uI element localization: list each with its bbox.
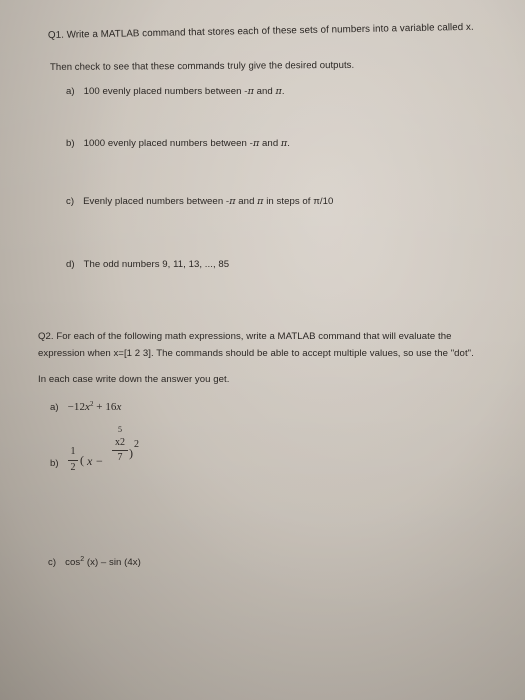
fraction-numerator: x2 bbox=[115, 437, 125, 448]
math-minus: − bbox=[96, 454, 103, 468]
math-open-paren: ( bbox=[80, 453, 85, 467]
q1-item-d: d) The odd numbers 9, 11, 13, ..., 85 bbox=[66, 259, 230, 270]
q2-line-3: In each case write down the answer you get. bbox=[38, 374, 230, 385]
fraction-denominator: 7 bbox=[117, 452, 123, 463]
exponent-numerator: 5 bbox=[118, 425, 122, 434]
q1-title: Q1. Write a MATLAB command that stores each of these sets of numbers into a variable called x. bbox=[47, 21, 474, 41]
q2-item-a bbox=[50, 400, 121, 413]
math-power: 2 bbox=[134, 439, 140, 450]
item-label: a) bbox=[50, 402, 59, 413]
fraction-denominator: 2 bbox=[70, 462, 76, 473]
q2-line-2: expression when x=[1 2 3]. The commands should be able to accept multiple values, so use the "dot". bbox=[38, 348, 474, 359]
item-label: a) bbox=[66, 86, 75, 97]
item-label: c) bbox=[66, 196, 75, 207]
math-close-paren: ) bbox=[129, 446, 134, 460]
math-expression-a: $-12x^2 + 16x$ bbox=[67, 400, 122, 413]
q1-subtitle: Then check to see that these commands truly give the desired outputs. bbox=[49, 59, 355, 73]
q2-item-c: c) $\cos^2 (x)$ – sin (4x) bbox=[48, 556, 141, 568]
math-x: x bbox=[87, 454, 93, 468]
item-label: b) bbox=[66, 138, 75, 149]
item-label: d) bbox=[66, 259, 75, 270]
fraction-numerator: 1 bbox=[70, 446, 76, 457]
item-label: b) bbox=[50, 458, 59, 469]
q2-line-1: Q2. For each of the following math expressions, write a MATLAB command that will evaluate the bbox=[38, 331, 452, 342]
q1-item-b: b) 1000 evenly placed numbers between -π and π. bbox=[66, 138, 290, 149]
q1-item-c: c) Evenly placed numbers between -π and π in steps of π/10 bbox=[66, 196, 334, 207]
fraction-bar bbox=[112, 450, 128, 451]
item-label: c) bbox=[48, 557, 57, 568]
fraction-bar bbox=[68, 460, 78, 461]
q1-item-a: a) 100 evenly placed numbers between -π and π. bbox=[66, 86, 285, 97]
